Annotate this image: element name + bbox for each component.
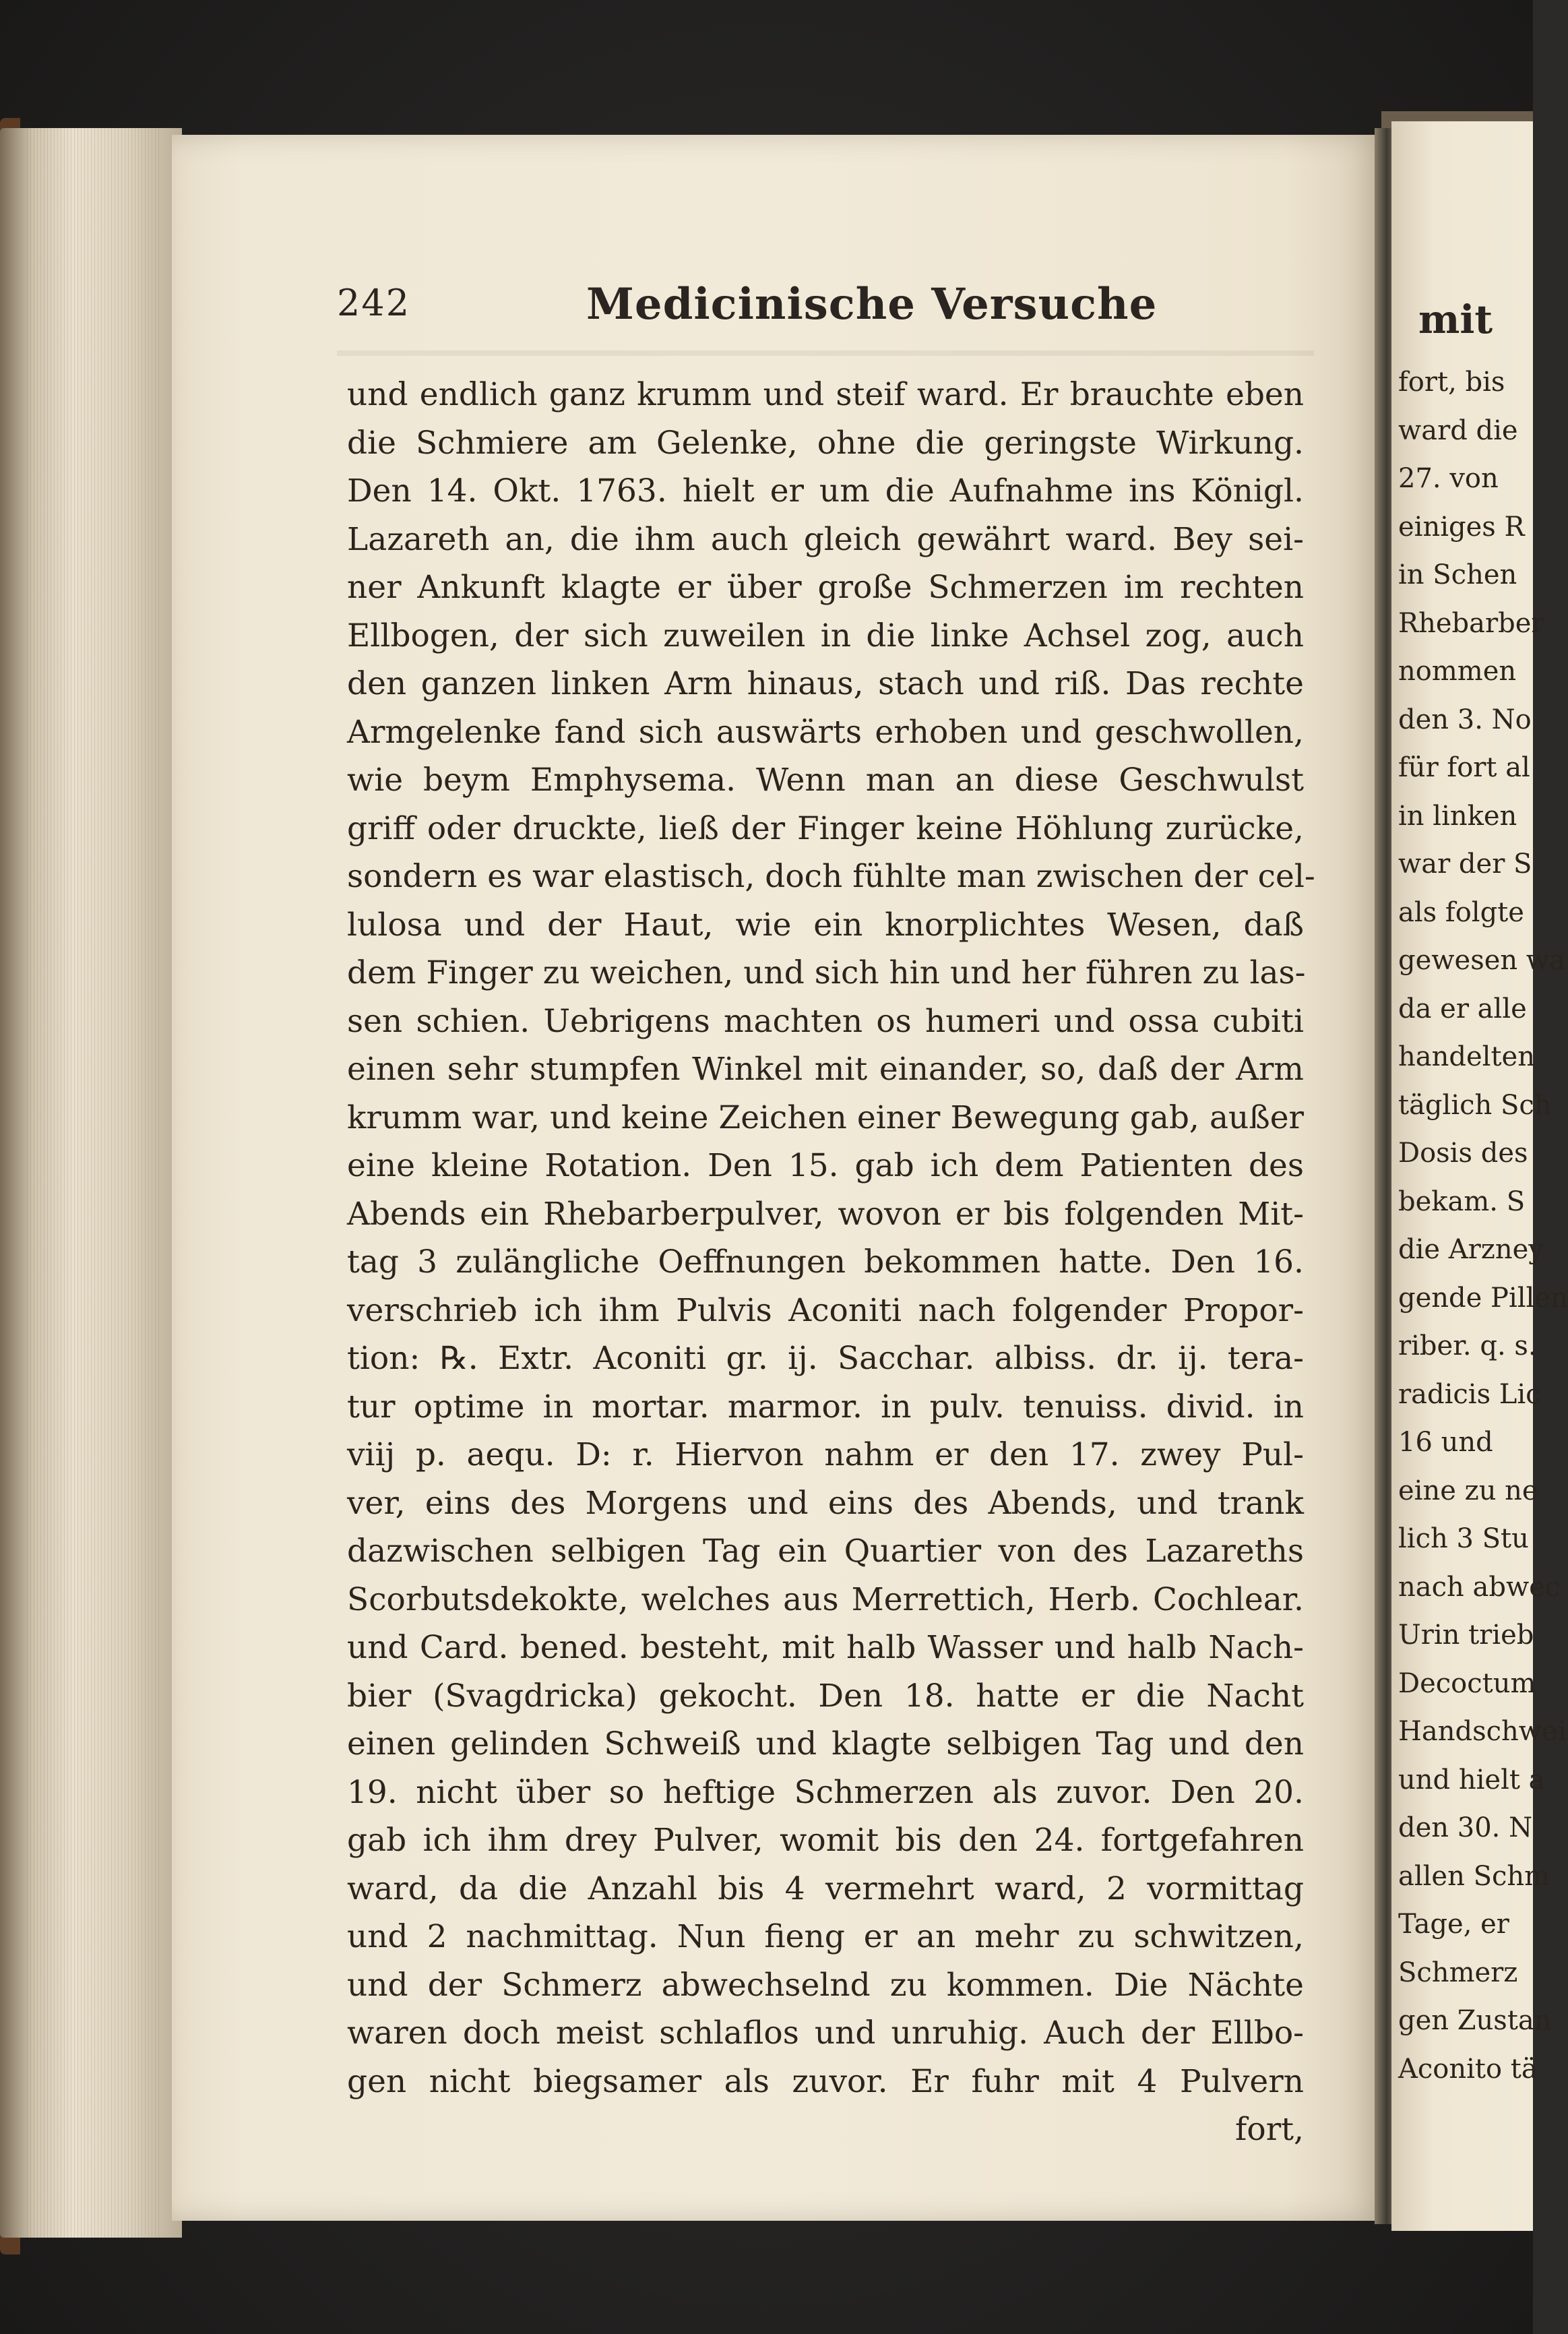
right-page-line: war der S xyxy=(1398,849,1532,880)
right-page-line: ward die xyxy=(1398,414,1518,446)
text-line: wie beym Emphysema. Wenn man an diese Geschwulst xyxy=(347,762,1304,799)
right-page-line: allen Schm xyxy=(1398,1860,1550,1892)
right-page-line: Handschwei xyxy=(1398,1716,1567,1747)
right-page-line: Tage, er xyxy=(1398,1909,1509,1940)
right-page-line: einiges R xyxy=(1398,511,1525,543)
right-page-line: Decoctum xyxy=(1398,1667,1536,1699)
text-line: tag 3 zulängliche Oeffnungen bekommen hatte. Den 16. xyxy=(347,1243,1304,1281)
text-line: viij p. aequ. D: r. Hiervon nahm er den 17. zwey Pul- xyxy=(347,1436,1304,1473)
text-line: Ellbogen, der sich zuweilen in die linke Achsel zog, auch xyxy=(347,617,1304,654)
text-line: einen sehr stumpfen Winkel mit einander, so, daß der Arm xyxy=(347,1051,1304,1088)
text-line: bier (Svagdricka) gekocht. Den 18. hatte er die Nacht xyxy=(347,1677,1304,1715)
header-shadow xyxy=(337,350,1314,356)
text-line: eine kleine Rotation. Den 15. gab ich dem Patienten des xyxy=(347,1147,1304,1184)
right-page-line: gende Pillen xyxy=(1398,1282,1568,1314)
right-page-line: riber. q. s. xyxy=(1398,1330,1537,1361)
text-line: Lazareth an, die ihm auch gleich gewährt ward. Bey sei- xyxy=(347,520,1304,558)
right-page-line: bekam. S xyxy=(1398,1186,1526,1217)
text-line: griff oder druckte, ließ der Finger keine Höhlung zurücke, xyxy=(347,809,1304,847)
right-page-header: mit xyxy=(1418,297,1493,342)
text-line: dazwischen selbigen Tag ein Quartier von des Lazareths xyxy=(347,1533,1304,1570)
text-line: tion: ℞. Extr. Aconiti gr. ij. Sacchar. albiss. dr. ij. tera- xyxy=(347,1340,1304,1377)
right-page-line: 16 und xyxy=(1398,1427,1493,1458)
text-line: krumm war, und keine Zeichen einer Bewegung gab, außer xyxy=(347,1099,1304,1136)
text-line: sondern es war elastisch, doch fühlte man zwischen der cel- xyxy=(347,858,1315,895)
book-fore-edge xyxy=(0,128,182,2238)
right-page-line: den 3. No xyxy=(1398,704,1532,735)
right-page-line: Schmerz xyxy=(1398,1957,1518,1988)
text-line: 19. nicht über so heftige Schmerzen als zuvor. Den 20. xyxy=(347,1773,1304,1811)
text-line: und 2 nachmittag. Nun fieng er an mehr zu schwitzen, xyxy=(347,1918,1304,1955)
right-page-line: gewesen wa xyxy=(1398,945,1565,976)
text-line: die Schmiere am Gelenke, ohne die geringste Wirkung. xyxy=(347,424,1304,462)
text-line: dem Finger zu weichen, und sich hin und her führen zu las- xyxy=(347,954,1306,991)
text-line: Abends ein Rhebarberpulver, wovon er bis folgenden Mit- xyxy=(347,1195,1304,1233)
right-page-line: da er alle xyxy=(1398,993,1527,1024)
text-line: Scorbutsdekokte, welches aus Merrettich, Herb. Cochlear. xyxy=(347,1580,1304,1618)
text-line: und Card. bened. besteht, mit halb Wasser und halb Nach- xyxy=(347,1629,1304,1666)
right-page-line: fort, bis xyxy=(1398,367,1505,398)
running-title: Medicinische Versuche xyxy=(586,279,1158,330)
right-page-line: eine zu ne xyxy=(1398,1475,1538,1506)
right-page-line: in Schen xyxy=(1398,559,1517,590)
right-page-line: täglich Sch xyxy=(1398,1089,1552,1121)
right-page-line: und hielt a xyxy=(1398,1764,1545,1795)
catchword: fort, xyxy=(1235,2111,1304,2148)
text-line: Armgelenke fand sich auswärts erhoben und geschwollen, xyxy=(347,713,1304,751)
right-page-line: für fort al xyxy=(1398,752,1530,783)
text-line: lulosa und der Haut, wie ein knorplichtes Wesen, daß xyxy=(347,906,1304,944)
text-line: ver, eins des Morgens und eins des Abends, und trank xyxy=(347,1484,1304,1522)
right-page-line: handelten xyxy=(1398,1041,1535,1072)
page-header xyxy=(337,279,1321,336)
text-line: und der Schmerz abwechselnd zu kommen. Die Nächte xyxy=(347,1966,1304,2004)
text-line: und endlich ganz krumm und steif ward. Er brauchte eben xyxy=(347,376,1304,413)
right-page-line: als folgte xyxy=(1398,896,1524,928)
right-page-line: Dosis des xyxy=(1398,1138,1528,1169)
body-text xyxy=(347,371,1315,2154)
right-page-line: lich 3 Stu xyxy=(1398,1523,1529,1554)
text-line: gab ich ihm drey Pulver, womit bis den 24. fortgefahren xyxy=(347,1822,1304,1859)
text-line: verschrieb ich ihm Pulvis Aconiti nach folgender Propor- xyxy=(347,1291,1304,1329)
right-page-line: die Arzney xyxy=(1398,1234,1544,1265)
text-line: gen nicht biegsamer als zuvor. Er fuhr mit 4 Pulvern xyxy=(347,2062,1304,2100)
right-page-line: Urin trieb xyxy=(1398,1620,1534,1651)
right-page-line: nach abwec xyxy=(1398,1571,1561,1603)
right-page-line: nommen xyxy=(1398,656,1517,687)
right-page-line: 27. von xyxy=(1398,463,1499,494)
text-line: sen schien. Uebrigens machten os humeri und ossa cubiti xyxy=(347,1002,1304,1040)
right-page-line: Rhebarber xyxy=(1398,607,1544,639)
text-line: ner Ankunft klagte er über große Schmerzen im rechten xyxy=(347,569,1304,606)
right-page-text xyxy=(1398,359,1568,2093)
text-line: waren doch meist schlaflos und unruhig. Auch der Ellbo- xyxy=(347,2015,1304,2052)
right-page-line: in linken xyxy=(1398,800,1517,832)
text-line: ward, da die Anzahl bis 4 vermehrt ward, 2 vormittag xyxy=(347,1870,1304,1907)
right-page-line: gen Zustan xyxy=(1398,2005,1552,2036)
right-page-line: Aconito tä xyxy=(1398,2053,1538,2085)
text-line: Den 14. Okt. 1763. hielt er um die Aufnahme ins Königl. xyxy=(347,472,1304,510)
text-line: den ganzen linken Arm hinaus, stach und riß. Das rechte xyxy=(347,665,1304,702)
right-page-line: radicis Lic xyxy=(1398,1378,1541,1410)
right-page-line: den 30. N xyxy=(1398,1812,1533,1843)
right-page-sliver xyxy=(1391,121,1568,2231)
page-number: 242 xyxy=(337,282,411,324)
text-line: tur optime in mortar. marmor. in pulv. tenuiss. divid. in xyxy=(347,1388,1304,1425)
text-line: einen gelinden Schweiß und klagte selbigen Tag und den xyxy=(347,1725,1304,1762)
